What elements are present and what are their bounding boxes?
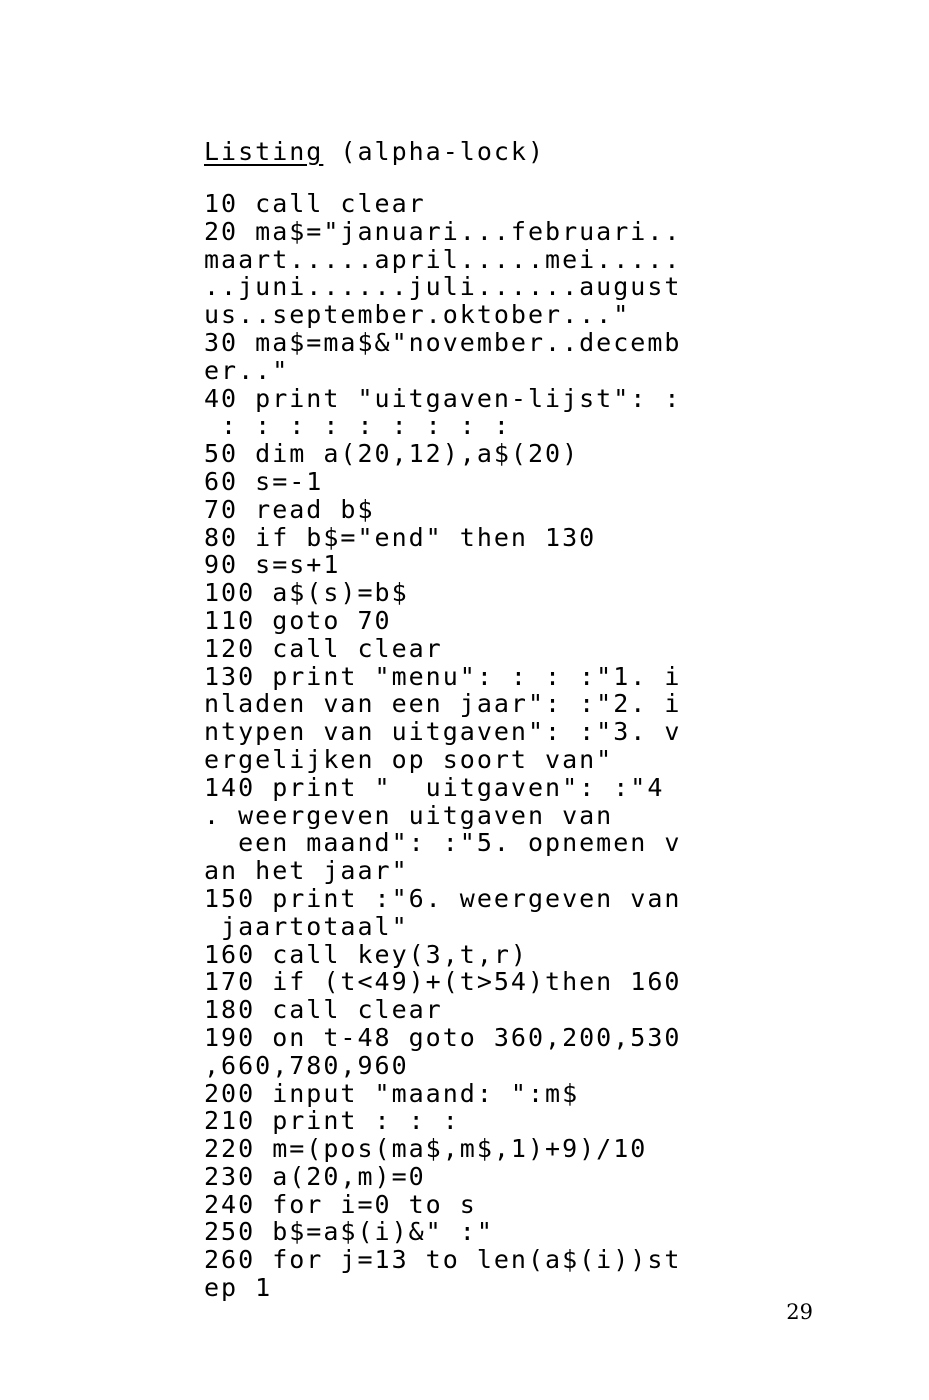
code-line: 220 m=(pos(ma$,m$,1)+9)/10 bbox=[204, 1134, 648, 1164]
code-line: 30 ma$=ma$&"november..decemb bbox=[204, 327, 682, 357]
code-line: : : : : : : : : : bbox=[204, 411, 511, 441]
code-line: 20 ma$="januari...februari.. bbox=[204, 216, 682, 246]
code-line: 110 goto 70 bbox=[204, 605, 392, 635]
code-line: 80 if b$="end" then 130 bbox=[204, 522, 597, 552]
code-line: . weergeven uitgaven van bbox=[204, 800, 614, 830]
code-line: 170 if (t<49)+(t>54)then 160 bbox=[204, 967, 682, 997]
code-line: ergelijken op soort van" bbox=[204, 744, 614, 774]
code-line: jaartotaal" bbox=[204, 911, 409, 941]
listing-heading-underlined: Listing bbox=[204, 137, 324, 166]
code-line: 100 a$(s)=b$ bbox=[204, 578, 409, 608]
code-line: 90 s=s+1 bbox=[204, 550, 341, 580]
code-line: ,660,780,960 bbox=[204, 1050, 409, 1080]
code-line: 250 b$=a$(i)&" :" bbox=[204, 1217, 494, 1247]
code-line: 70 read b$ bbox=[204, 494, 375, 524]
code-line: maart.....april.....mei..... bbox=[204, 244, 682, 274]
code-line: nladen van een jaar": :"2. i bbox=[204, 689, 682, 719]
code-line: er.." bbox=[204, 355, 290, 385]
code-line: an het jaar" bbox=[204, 856, 409, 886]
code-line: 140 print " uitgaven": :"4 bbox=[204, 772, 665, 802]
code-line: ep 1 bbox=[204, 1273, 273, 1303]
code-line: 10 call clear bbox=[204, 189, 426, 218]
code-line: 160 call key(3,t,r) bbox=[204, 939, 528, 969]
listing-heading bbox=[204, 136, 545, 168]
code-line: 180 call clear bbox=[204, 995, 443, 1025]
code-line: 50 dim a(20,12),a$(20) bbox=[204, 439, 580, 469]
page-number: 29 bbox=[786, 1300, 813, 1324]
code-line: 130 print "menu": : : :"1. i bbox=[204, 661, 682, 691]
code-line: 190 on t-48 goto 360,200,530 bbox=[204, 1022, 682, 1052]
code-line: us..september.oktober..." bbox=[204, 300, 631, 330]
code-line: 240 for i=0 to s bbox=[204, 1189, 477, 1219]
code-line: 260 for j=13 to len(a$(i))st bbox=[204, 1245, 682, 1275]
code-line: 120 call clear bbox=[204, 633, 443, 663]
listing-heading-rest: (alpha-lock) bbox=[323, 137, 546, 166]
code-line: 200 input "maand: ":m$ bbox=[204, 1078, 580, 1108]
code-line: 40 print "uitgaven-lijst": : bbox=[204, 383, 682, 413]
code-line: een maand": :"5. opnemen v bbox=[204, 828, 682, 858]
code-line: 210 print : : : bbox=[204, 1106, 460, 1136]
code-line: ntypen van uitgaven": :"3. v bbox=[204, 717, 682, 747]
code-line: 230 a(20,m)=0 bbox=[204, 1161, 426, 1191]
code-listing bbox=[204, 190, 724, 1302]
code-line: 150 print :"6. weergeven van bbox=[204, 883, 682, 913]
code-line: 60 s=-1 bbox=[204, 466, 324, 496]
code-line: ..juni......juli......august bbox=[204, 272, 682, 302]
